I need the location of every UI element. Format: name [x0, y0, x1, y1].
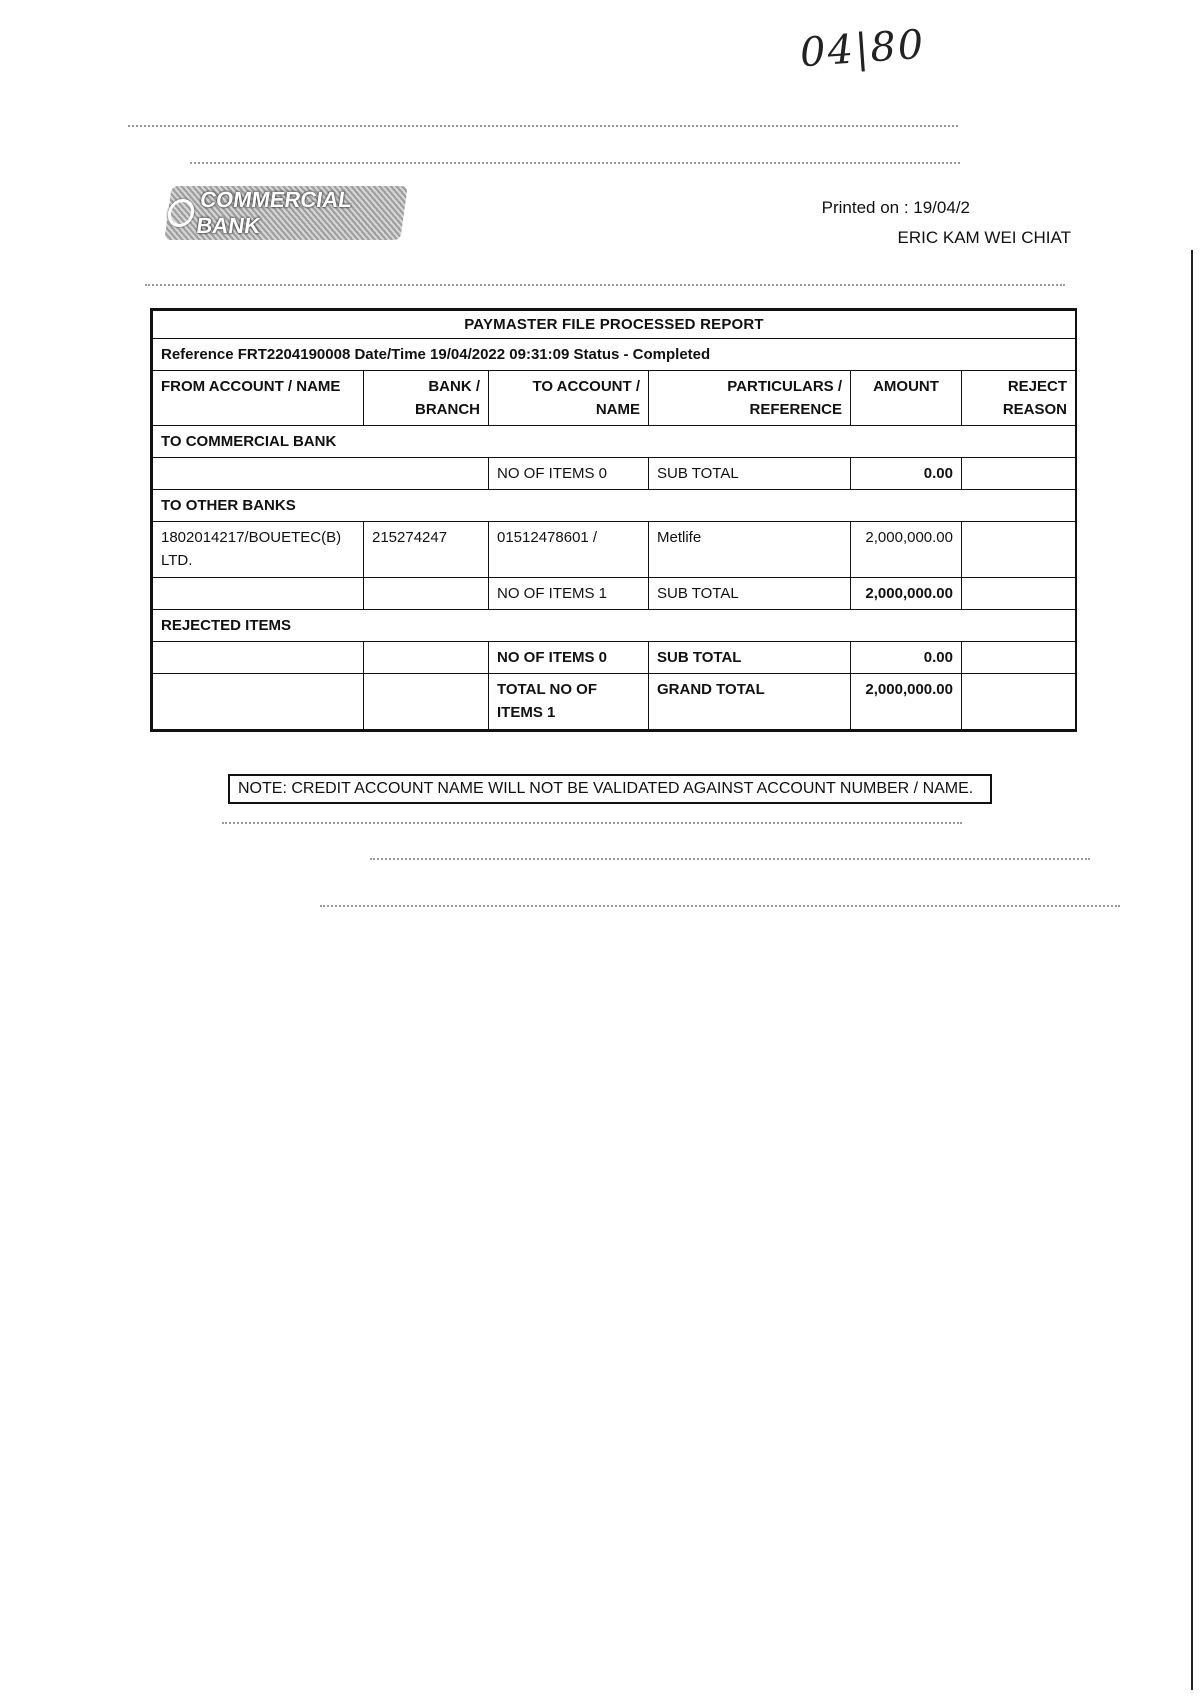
- grand-total-row: [153, 674, 1076, 730]
- column-header-to-account: TO ACCOUNT / NAME: [489, 371, 649, 426]
- amount-cell: 2,000,000.00: [851, 522, 962, 578]
- report-reference-line: Reference FRT2204190008 Date/Time 19/04/2022 09:31:09 Status - Completed: [153, 339, 1076, 371]
- item-count: NO OF ITEMS 0: [489, 642, 649, 674]
- scan-noise-line: [190, 162, 960, 164]
- section-label: TO COMMERCIAL BANK: [153, 426, 1076, 458]
- subtotal-row: [153, 642, 1076, 674]
- subtotal-amount: 0.00: [851, 458, 962, 490]
- subtotal-row: [153, 458, 1076, 490]
- printed-by-name: ERIC KAM WEI CHIAT: [897, 228, 1071, 247]
- subtotal-label: SUB TOTAL: [649, 578, 851, 610]
- bank-logo-icon: [166, 199, 196, 227]
- scan-noise-line: [320, 905, 1120, 907]
- handwritten-page-number: 04|80: [798, 21, 927, 77]
- reject-reason-cell: [962, 522, 1076, 578]
- subtotal-label: SUB TOTAL: [649, 642, 851, 674]
- validation-note: NOTE: CREDIT ACCOUNT NAME WILL NOT BE VALIDATED AGAINST ACCOUNT NUMBER / NAME.: [228, 774, 992, 804]
- column-header-bank-branch: BANK / BRANCH: [364, 371, 489, 426]
- bank-logo: [164, 186, 408, 240]
- item-count: NO OF ITEMS 1: [489, 578, 649, 610]
- from-account-cell: 1802014217/BOUETEC(B) LTD.: [153, 522, 364, 578]
- report-title: PAYMASTER FILE PROCESSED REPORT: [153, 311, 1076, 339]
- table-row: [153, 522, 1076, 578]
- item-count: NO OF ITEMS 0: [489, 458, 649, 490]
- subtotal-amount: 2,000,000.00: [851, 578, 962, 610]
- subtotal-label: SUB TOTAL: [649, 458, 851, 490]
- to-account-cell: 01512478601 /: [489, 522, 649, 578]
- column-header-reject-reason: REJECT REASON: [962, 371, 1076, 426]
- scan-noise-line: [222, 822, 962, 824]
- column-header-from-account: FROM ACCOUNT / NAME: [153, 371, 364, 426]
- column-header-amount: AMOUNT: [851, 371, 962, 426]
- grand-total-amount: 2,000,000.00: [851, 674, 962, 730]
- bank-logo-text: COMMERCIAL BANK: [194, 187, 354, 238]
- particulars-cell: Metlife: [649, 522, 851, 578]
- section-label: REJECTED ITEMS: [153, 610, 1076, 642]
- bank-branch-cell: 215274247: [364, 522, 489, 578]
- scan-noise-line: [145, 284, 1065, 286]
- grand-total-label: GRAND TOTAL: [649, 674, 851, 730]
- paymaster-report-table: [150, 308, 1077, 732]
- printed-on-date: Printed on : 19/04/2: [821, 198, 970, 217]
- section-label: TO OTHER BANKS: [153, 490, 1076, 522]
- subtotal-amount: 0.00: [851, 642, 962, 674]
- total-item-count: TOTAL NO OF ITEMS 1: [489, 674, 649, 730]
- subtotal-row: [153, 578, 1076, 610]
- scan-noise-line: [370, 858, 1090, 860]
- scan-noise-line: [128, 125, 958, 127]
- column-header-particulars: PARTICULARS / REFERENCE: [649, 371, 851, 426]
- scan-edge-line: [1191, 250, 1193, 1690]
